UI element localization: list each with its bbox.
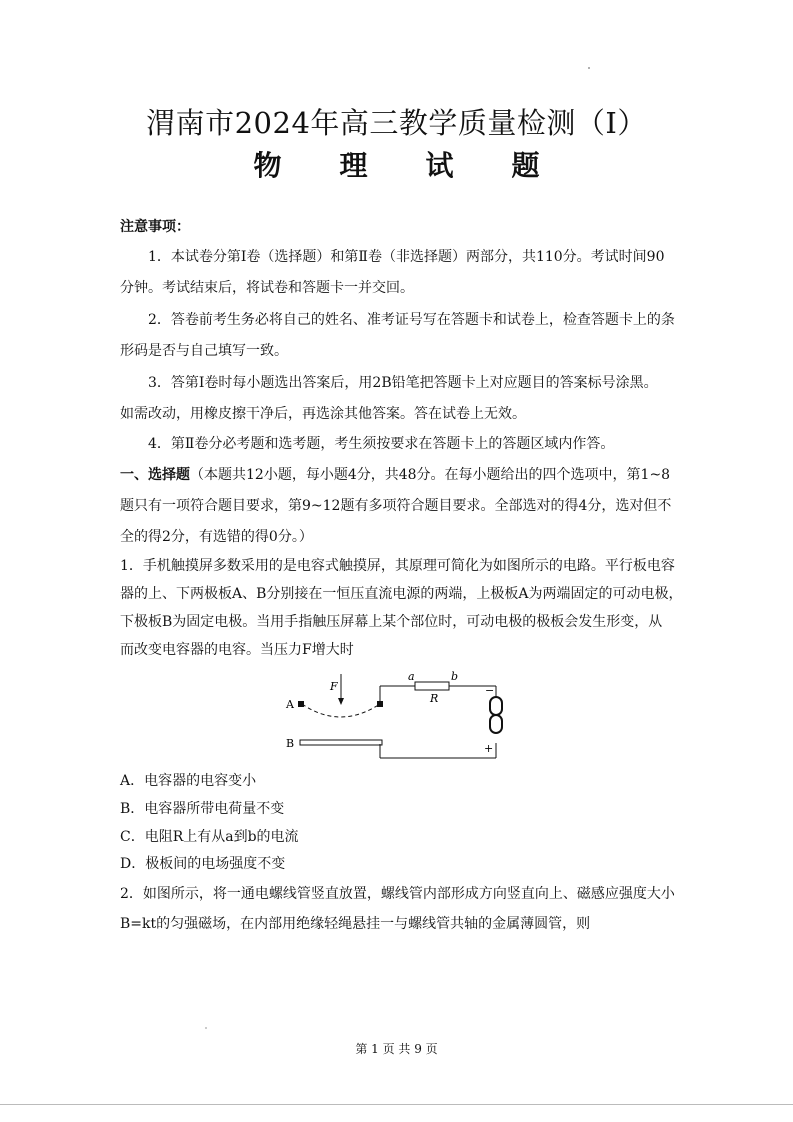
force-arrowhead (338, 698, 344, 705)
label-b-plate: B (286, 737, 295, 750)
notice-line: 如需改动，用橡皮擦干净后，再选涂其他答案。答在试卷上无效。 (120, 406, 526, 422)
section1-intro (120, 465, 680, 485)
speck (588, 67, 590, 69)
notice-line: 4．第Ⅱ卷分必考题和选考题，考生须按要求在答题卡上的答题区域内作答。 (148, 436, 615, 452)
battery-cell (490, 715, 502, 733)
capacitor-circuit-diagram (280, 668, 520, 768)
notice-heading: 注意事项： (120, 219, 190, 235)
q1-option: D．极板间的电场强度不变 (120, 856, 286, 872)
plate-a-right-terminal (377, 701, 383, 707)
plate-b (300, 740, 382, 745)
label-plus: + (484, 742, 494, 755)
section1-heading: 一、选择题 (120, 467, 190, 483)
label-a-plate: A (286, 698, 294, 711)
subject-char: 题 (511, 149, 540, 182)
label-minus: − (485, 684, 495, 697)
label-b-point: b (451, 670, 459, 683)
q1-option: B．电容器所带电荷量不变 (120, 801, 285, 817)
plate-a-deformed (302, 704, 380, 717)
subject-char: 理 (339, 149, 368, 182)
q1-line: 1．手机触摸屏多数采用的是电容式触摸屏，其原理可简化为如图所示的电路。平行板电容 (120, 558, 675, 574)
q1-line: 器的上、下两极板A、B分别接在一恒压直流电源的两端，上极板A为两端固定的可动电极， (120, 586, 683, 602)
label-resistor: R (430, 692, 439, 705)
subject-char: 物 (253, 149, 282, 182)
label-a-point: a (408, 670, 415, 683)
q1-line: 下极板B为固定电极。当用手指触压屏幕上某个部位时，可动电极的极板会发生形变，从 (120, 614, 663, 630)
section1-line: 题只有一项符合题目要求，第9~12题有多项符合题目要求。全部选对的得4分，选对但不 (120, 498, 672, 514)
q1-option: C．电阻R上有从a到b的电流 (120, 829, 299, 845)
battery-cell (490, 697, 502, 715)
subject-title (0, 144, 793, 184)
notice-line: 形码是否与自己填写一致。 (120, 343, 288, 359)
notice-line: 分钟。考试结束后，将试卷和答题卡一并交回。 (120, 280, 414, 296)
bottom-divider (0, 1104, 793, 1105)
exam-title: 渭南市2024年高三教学质量检测（Ⅰ） (146, 106, 647, 140)
q1-line: 而改变电容器的电容。当压力F增大时 (120, 642, 354, 658)
page-footer: 第 1 页 共 9 页 (355, 1042, 438, 1056)
speck (205, 1027, 207, 1029)
notice-line: 1．本试卷分第Ⅰ卷（选择题）和第Ⅱ卷（非选择题）两部分，共110分。考试时间90 (148, 249, 665, 265)
resistor (415, 682, 449, 690)
notice-line: 2．答卷前考生务必将自己的姓名、准考证号写在答题卡和试卷上，检查答题卡上的条 (148, 312, 675, 328)
section1-line: 全的得2分，有选错的得0分。） (120, 529, 313, 545)
section1-line: （本题共12小题，每小题4分，共48分。在每小题给出的四个选项中，第1~8 (190, 467, 671, 483)
q2-line: 2．如图所示，将一通电螺线管竖直放置，螺线管内部形成方向竖直向上、磁感应强度大小 (120, 886, 675, 902)
plate-a-left-terminal (298, 701, 304, 707)
q2-line: B=kt的匀强磁场，在内部用绝缘轻绳悬挂一与螺线管共轴的金属薄圆管，则 (120, 916, 591, 932)
notice-line: 3．答第Ⅰ卷时每小题选出答案后，用2B铅笔把答题卡上对应题目的答案标号涂黑。 (148, 375, 658, 391)
q1-option: A．电容器的电容变小 (120, 773, 257, 789)
subject-char: 试 (425, 149, 454, 182)
label-force: F (330, 680, 338, 693)
